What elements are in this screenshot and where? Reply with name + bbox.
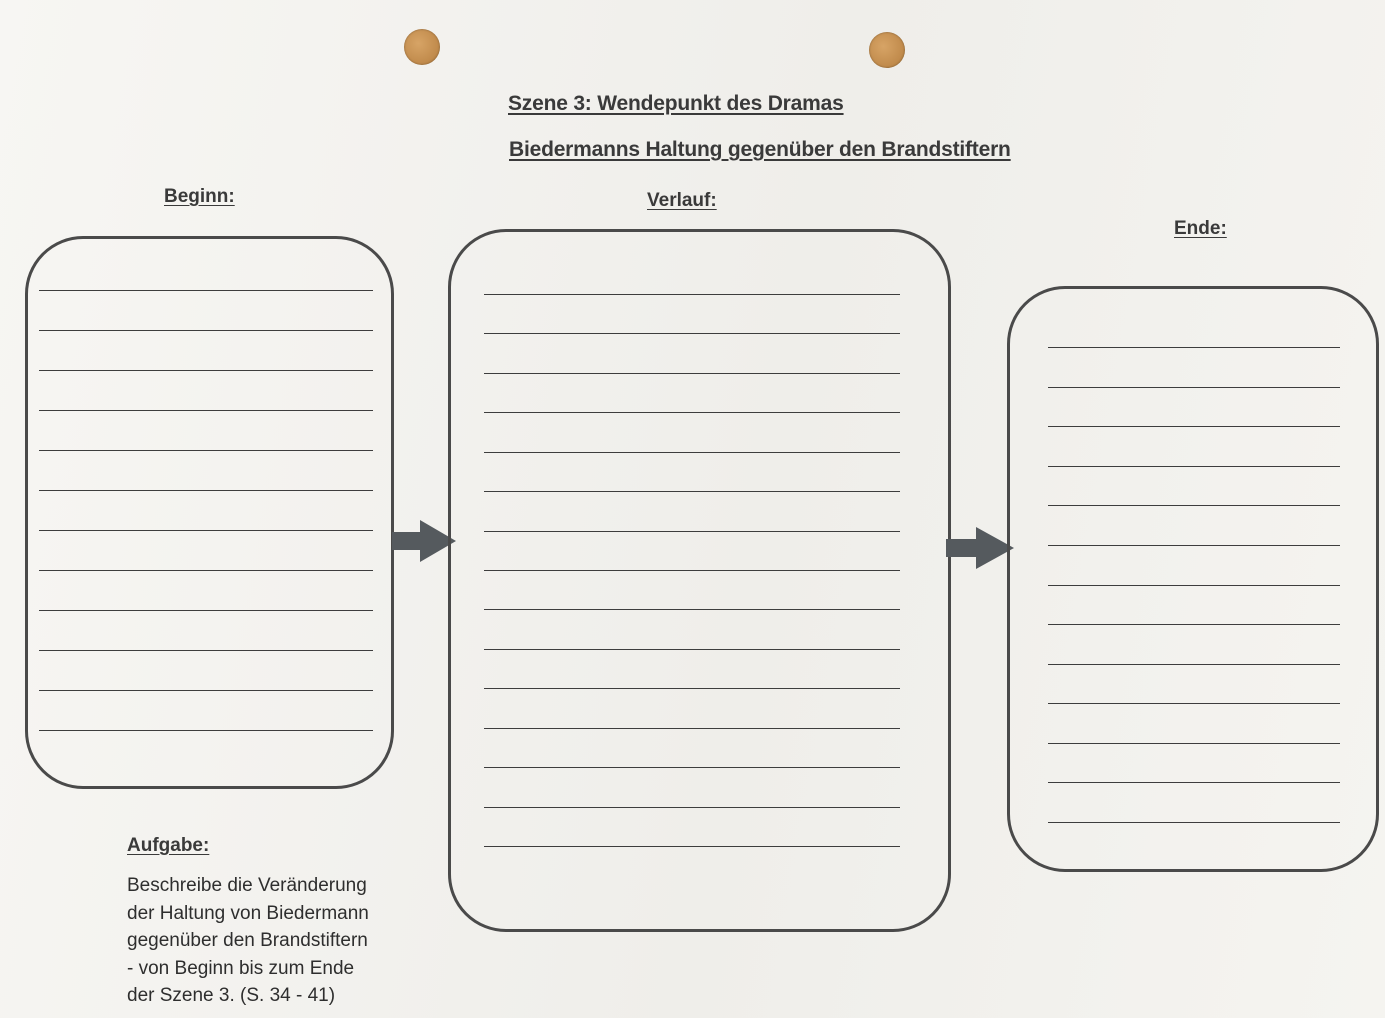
box-course bbox=[448, 229, 951, 932]
lines-course bbox=[484, 294, 900, 846]
writing-line bbox=[484, 412, 900, 413]
writing-line bbox=[39, 730, 373, 731]
writing-line bbox=[484, 609, 900, 610]
writing-line bbox=[1048, 347, 1340, 348]
writing-line bbox=[484, 649, 900, 650]
writing-line bbox=[484, 531, 900, 532]
writing-line bbox=[484, 570, 900, 571]
writing-line bbox=[1048, 387, 1340, 388]
page-title: Szene 3: Wendepunkt des Dramas bbox=[508, 92, 844, 115]
box-end bbox=[1007, 286, 1379, 872]
lines-end bbox=[1048, 347, 1340, 822]
writing-line bbox=[484, 491, 900, 492]
writing-line bbox=[484, 807, 900, 808]
task-line: gegenüber den Brandstiftern bbox=[127, 930, 368, 951]
writing-line bbox=[39, 450, 373, 451]
writing-line bbox=[1048, 505, 1340, 506]
writing-line bbox=[39, 370, 373, 371]
writing-line bbox=[39, 570, 373, 571]
punch-hole-right bbox=[869, 32, 905, 68]
writing-line bbox=[1048, 585, 1340, 586]
writing-line bbox=[484, 294, 900, 295]
lines-beginning bbox=[39, 290, 373, 730]
task-title: Aufgabe: bbox=[127, 835, 210, 856]
page-subtitle: Biedermanns Haltung gegenüber den Brandstiftern bbox=[509, 138, 1011, 161]
label-course: Verlauf: bbox=[647, 190, 717, 211]
writing-line bbox=[39, 330, 373, 331]
writing-line bbox=[1048, 664, 1340, 665]
writing-line bbox=[1048, 426, 1340, 427]
writing-line bbox=[39, 290, 373, 291]
writing-line bbox=[484, 728, 900, 729]
writing-line bbox=[39, 650, 373, 651]
writing-line bbox=[1048, 624, 1340, 625]
writing-line bbox=[1048, 743, 1340, 744]
writing-line bbox=[1048, 466, 1340, 467]
punch-hole-left bbox=[404, 29, 440, 65]
writing-line bbox=[484, 846, 900, 847]
box-beginning bbox=[25, 236, 394, 789]
task-line: - von Beginn bis zum Ende bbox=[127, 957, 355, 979]
label-end: Ende: bbox=[1174, 218, 1227, 239]
writing-line bbox=[484, 333, 900, 334]
writing-line bbox=[484, 688, 900, 689]
task-description bbox=[127, 872, 427, 1010]
writing-line bbox=[1048, 782, 1340, 783]
writing-line bbox=[39, 490, 373, 491]
writing-line bbox=[39, 530, 373, 531]
label-beginning: Beginn: bbox=[164, 186, 235, 207]
task-line: der Haltung von Biedermann bbox=[127, 902, 369, 924]
task-line: Beschreibe die Veränderung bbox=[127, 875, 367, 896]
writing-line bbox=[1048, 703, 1340, 704]
task-line: der Szene 3. (S. 34 - 41) bbox=[127, 985, 336, 1006]
writing-line bbox=[39, 410, 373, 411]
writing-line bbox=[1048, 822, 1340, 823]
writing-line bbox=[39, 690, 373, 691]
writing-line bbox=[484, 767, 900, 768]
writing-line bbox=[1048, 545, 1340, 546]
writing-line bbox=[484, 373, 900, 374]
writing-line bbox=[39, 610, 373, 611]
writing-line bbox=[484, 452, 900, 453]
